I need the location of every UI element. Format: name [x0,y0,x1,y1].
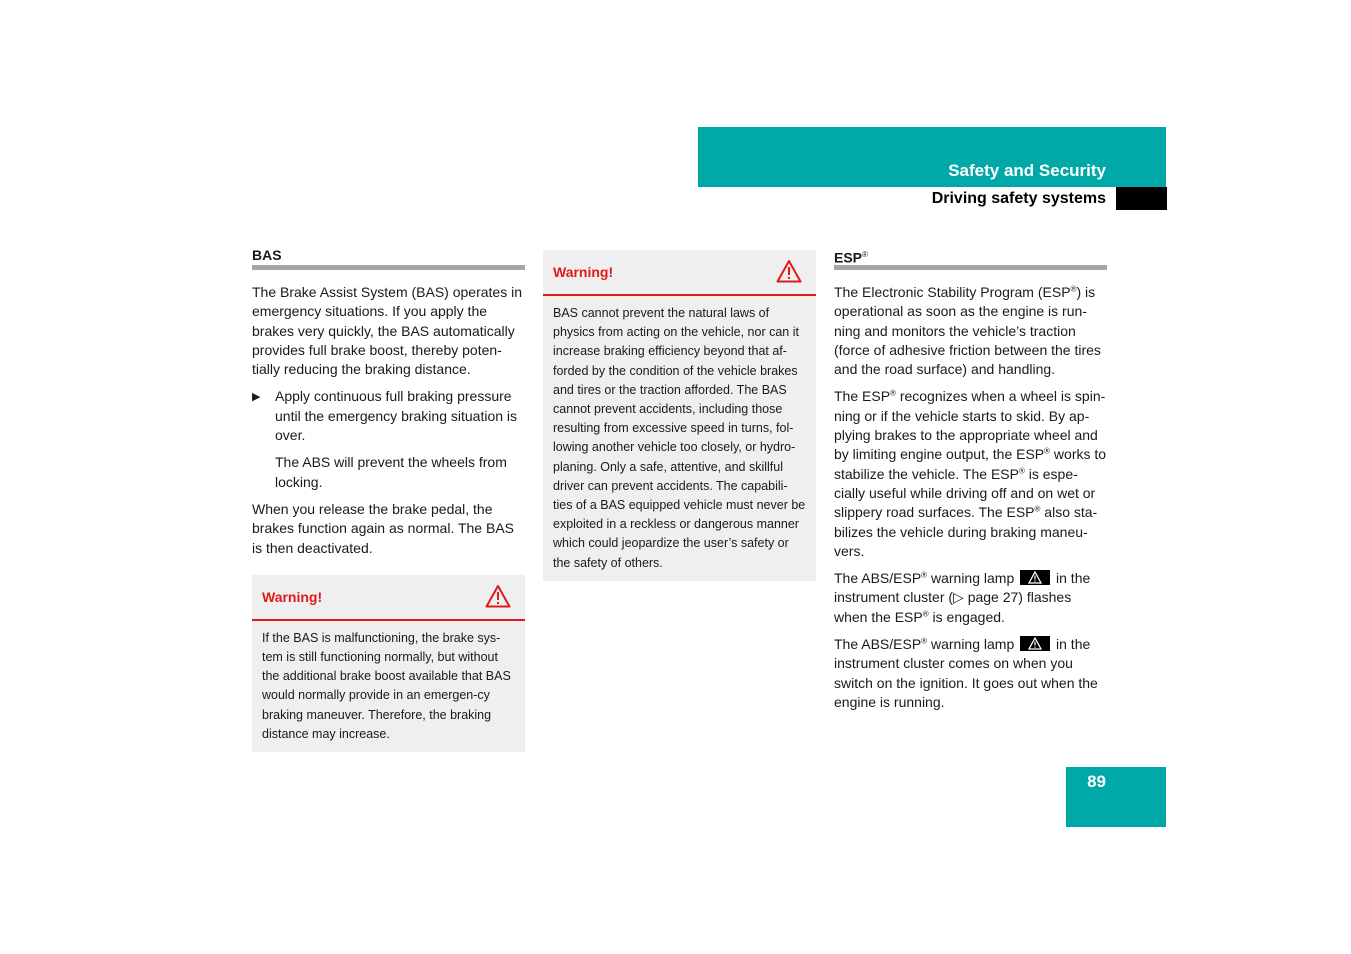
warning-lamp-icon [1020,570,1050,585]
esp-heading-text: ESP [834,249,863,266]
header-bar [698,127,1166,187]
bas-limits-warning-box [543,250,816,581]
warning-lamp-icon [1020,636,1050,651]
warning-triangle-icon [776,259,802,283]
section-title-header: Safety and Security [948,161,1106,180]
page-number-box [1066,767,1166,827]
bas-note: The ABS will prevent the wheels from locking. [275,454,507,490]
warning-header [252,575,525,621]
bas-heading: BAS [252,246,525,270]
esp-paragraph-2: The ESP® recognizes when a wheel is spin-ning or if the vehicle starts to skid. By ap-plying brakes to the appropriate wheel and by limiting engine output, the ESP® works to stabilize the vehicle. The ESP® is espe-cially useful while driving off and on wet or slippery road surfaces. The ESP® also sta-bilizes the vehicle during braking maneu-vers. [834,388,1107,559]
warning-column [543,250,816,581]
warning-label: Warning! [262,588,323,605]
bas-warning-box [252,575,525,752]
registered-mark: ® [862,250,868,259]
page-number: 89 [1087,772,1106,791]
warning-triangle-icon [485,584,511,608]
bullet-arrow-icon: ▶ [252,391,261,404]
subsection-title: Driving safety systems [931,190,1106,207]
esp-heading [834,246,1107,270]
esp-paragraph-4: The ABS/ESP® warning lamp in the instrument cluster comes on when you switch on the ignition. It goes out when the engine is running. [834,636,1098,710]
esp-paragraph-3: The ABS/ESP® warning lamp in the instrument cluster (▷ page 27) flashes when the ESP® is engaged. [834,570,1091,625]
bas-intro: The Brake Assist System (BAS) operates in emergency situations. If you apply the brakes very quickly, the BAS automatically provides full brake boost, thereby poten-tially reducing the braking distance. [252,284,522,378]
bas-bullet-text: Apply continuous full braking pressure until the emergency braking situation is over. [275,388,518,444]
section-tab-marker [1116,187,1167,210]
bas-column [252,246,525,752]
warning-text: If the BAS is malfunctioning, the brake sys-tem is still functioning normally, but without the additional brake boost available that BAS would normally provide in an emergen-cy braking maneuver. Therefore, the braking distance may increase. [262,630,511,741]
warning-header [543,250,816,296]
warning-label: Warning! [553,264,614,280]
esp-paragraph-1: The Electronic Stability Program (ESP®) is operational as soon as the engine is run-ning and monitors the vehicle’s traction (force of adhesive friction between the tires and the road surface) and handling. [834,284,1101,378]
esp-column [834,246,1107,712]
warning-text: BAS cannot prevent the natural laws of physics from acting on the vehicle, nor can it increase braking efficiency beyond that af-forded by the condition of the vehicle brakes and tires or the traction afforded. The BAS cannot prevent accidents, including those resulting from excessive speed in turns, fol-lowing another vehicle too closely, or hydro-planing. Only a safe, attentive, and skillful driver can prevent accidents. The capabili-ties of a BAS equipped vehicle must never be exploited in a reckless or dangerous manner which could jeopardize the user’s safety or the safety of others. [553,306,806,570]
bas-release: When you release the brake pedal, the brakes function again as normal. The BAS is then deactivated. [252,500,515,556]
bas-bullet [252,387,525,445]
